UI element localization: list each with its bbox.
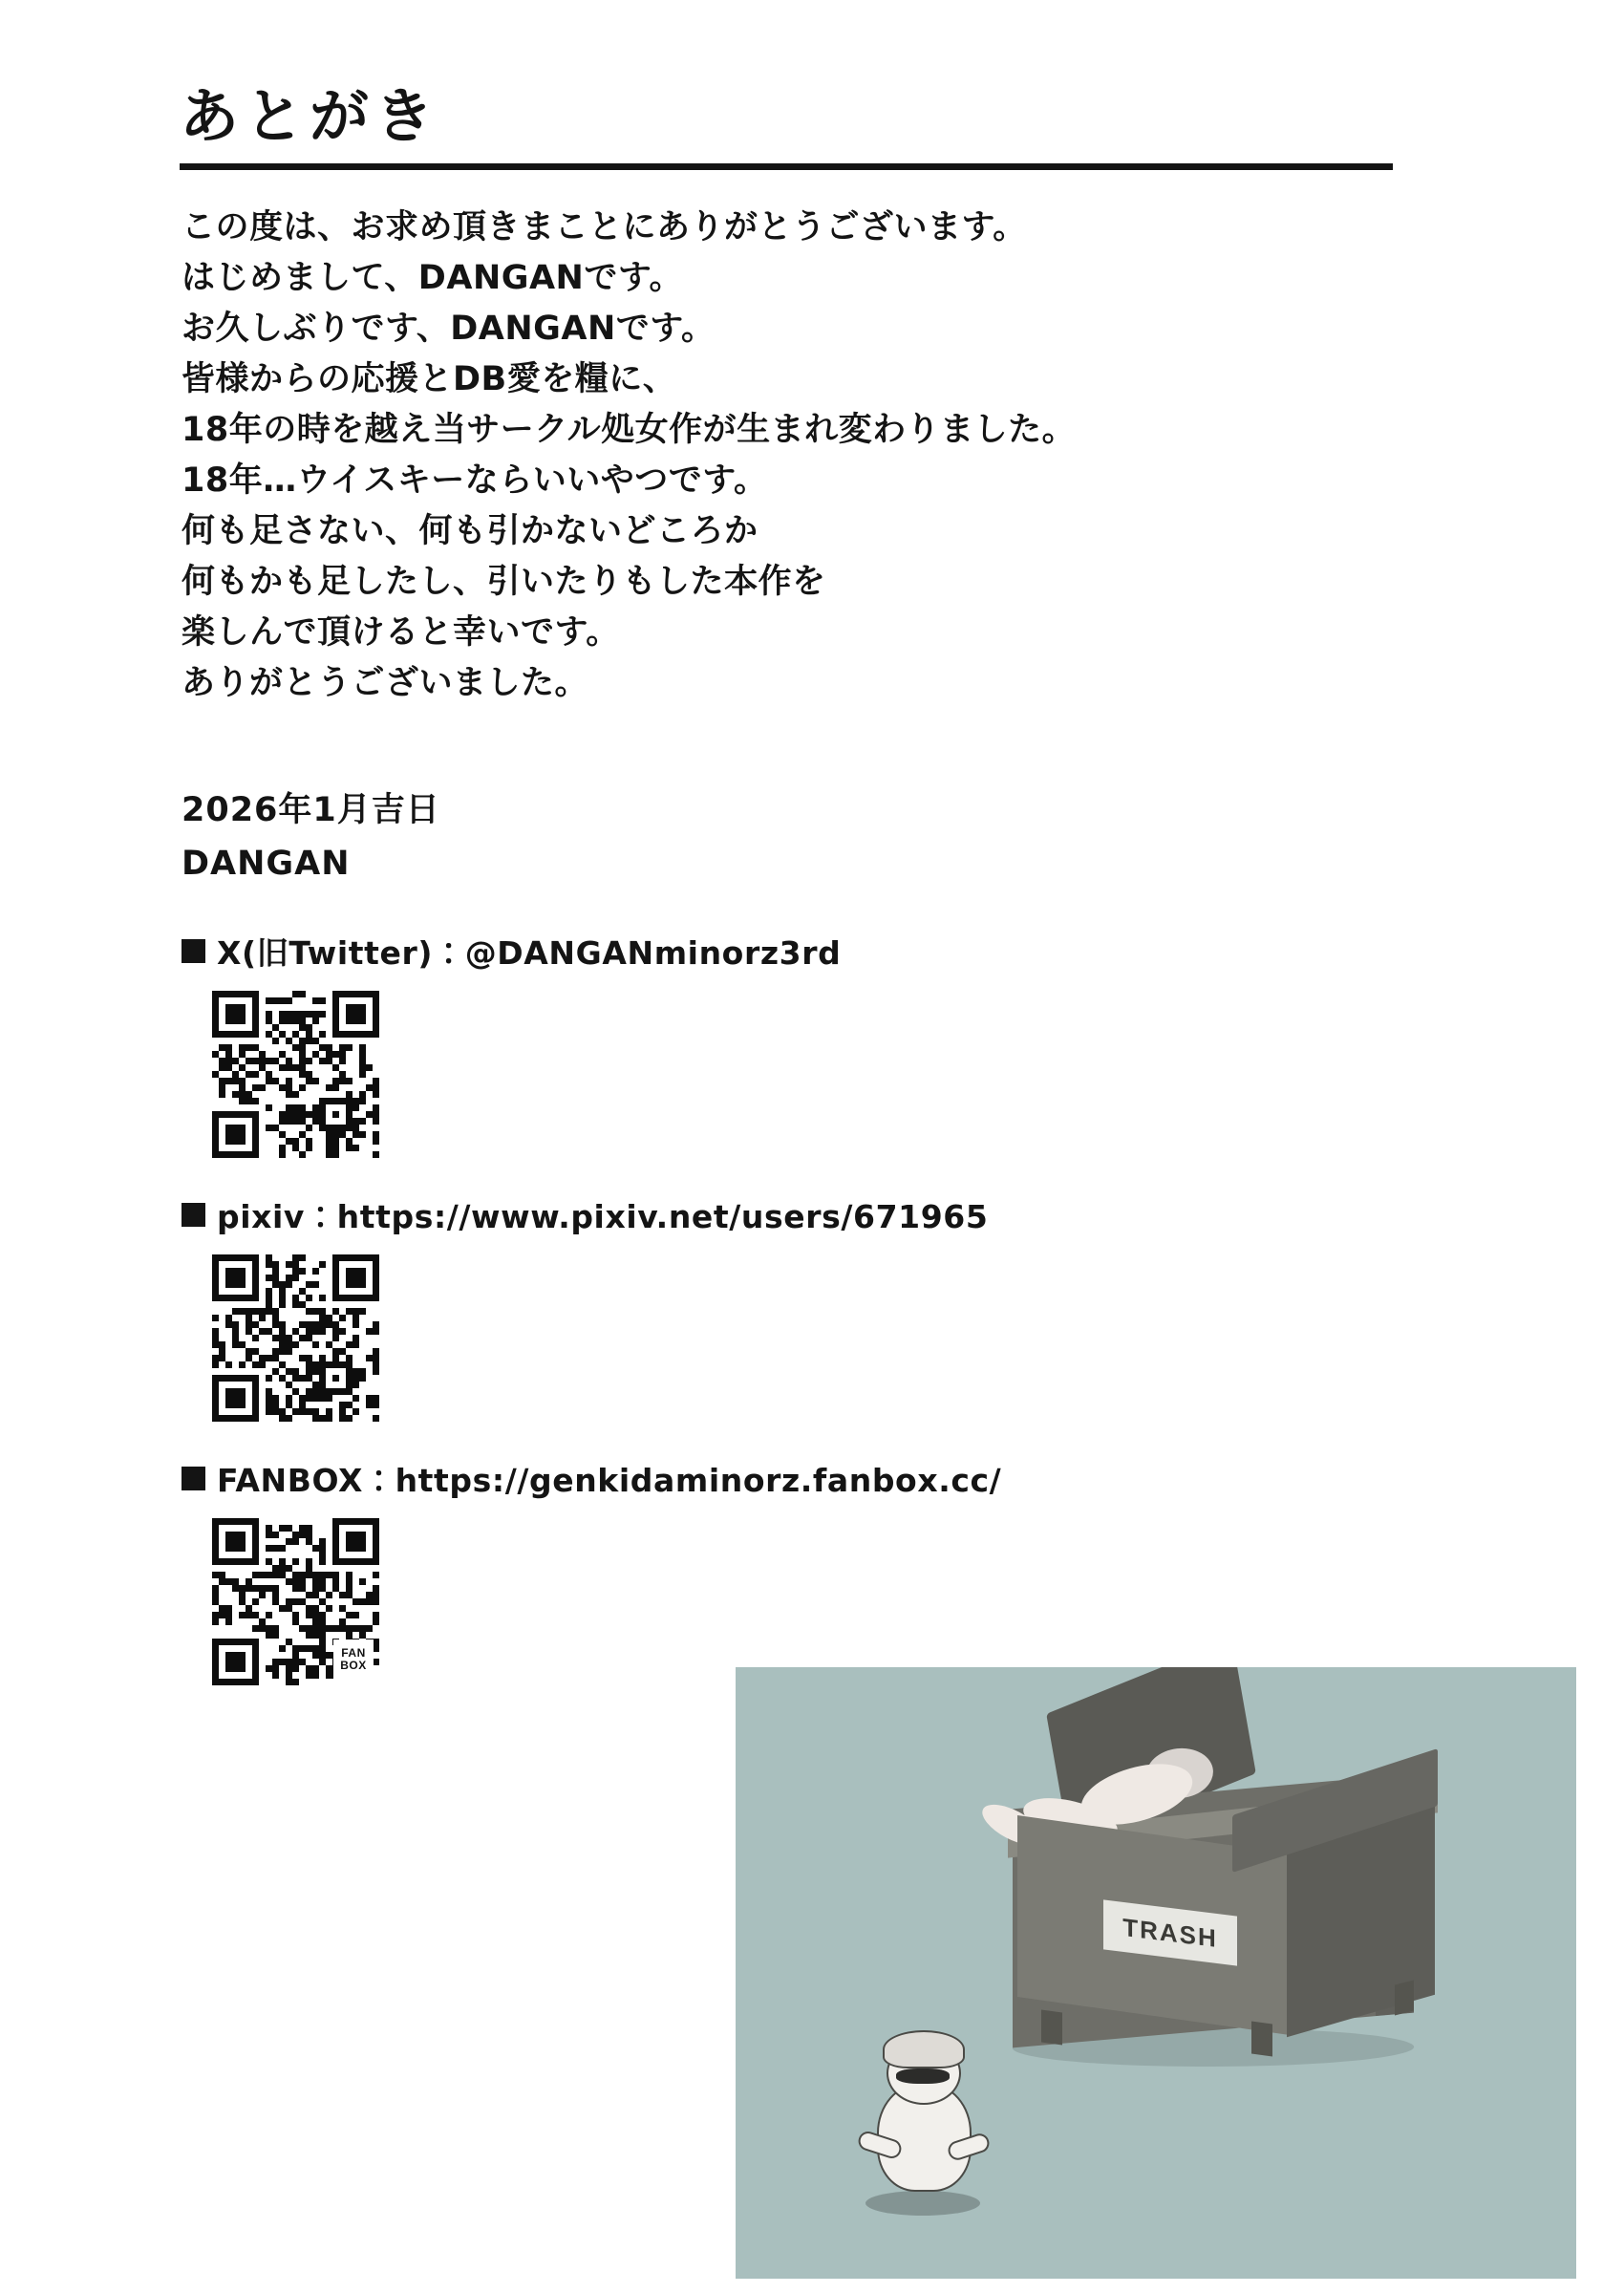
afterword-header [180, 82, 1393, 170]
body-line: 楽しんで頂けると幸いです。 [182, 613, 620, 652]
link-label-x-twitter: X(旧Twitter)：@DANGANminorz3rd [217, 934, 842, 972]
body-line: 18年の時を越え当サークル処女作が生まれ変わりました。 [182, 411, 1077, 449]
link-label-fanbox: FANBOX：https://genkidaminorz.fanbox.cc/ [217, 1462, 1002, 1499]
body-line: 皆様からの応援とDB愛を糧に、 [182, 360, 677, 398]
trash-label: TRASH [1103, 1899, 1237, 1965]
afterword-body [182, 203, 1423, 709]
link-row-x-twitter [182, 929, 1423, 974]
page-title: あとがき [180, 81, 440, 151]
fanbox-badge-icon [333, 1639, 374, 1680]
qr-wrap-fanbox [212, 1518, 379, 1685]
links-section [182, 929, 1423, 1699]
qr-x-twitter[interactable] [212, 991, 379, 1158]
character-figure [860, 2030, 984, 2221]
link-row-pixiv [182, 1192, 1423, 1237]
illustration [736, 1667, 1576, 2279]
body-line: 何もかも足したし、引いたりもした本作を [182, 563, 826, 601]
link-row-fanbox [182, 1456, 1423, 1501]
dumpster-leg [1251, 2021, 1272, 2056]
dumpster-leg [1041, 2009, 1062, 2045]
link-label-pixiv: pixiv：https://www.pixiv.net/users/671965 [217, 1198, 989, 1235]
signature-author: DANGAN [182, 845, 351, 883]
qr-wrap-x-twitter [212, 991, 1423, 1158]
character-eyes [896, 2068, 950, 2084]
character-shadow [865, 2191, 980, 2216]
fanbox-badge-line2: BOX [340, 1659, 367, 1672]
square-bullet-icon [182, 1467, 205, 1490]
title-divider [180, 163, 1393, 170]
body-line: 何も足さない、何も引かないどころか [182, 512, 759, 550]
signature-date: 2026年1月吉日 [182, 791, 440, 829]
body-line: ありがとうございました。 [182, 664, 589, 702]
square-bullet-icon [182, 939, 205, 963]
body-line: 18年…ウイスキーならいいやつです。 [182, 461, 768, 500]
square-bullet-icon [182, 1203, 205, 1227]
body-line: お久しぶりです、DANGANです。 [182, 310, 716, 348]
character-hair [883, 2030, 965, 2068]
qr-wrap-pixiv [212, 1254, 1423, 1422]
body-line: はじめまして、DANGANです。 [182, 259, 684, 297]
body-line: この度は、お求め頂きまことにありがとうございます。 [182, 208, 1027, 246]
fanbox-badge-line1: FAN [341, 1646, 366, 1660]
dumpster-leg [1395, 1981, 1414, 2016]
signature-block [182, 783, 1041, 890]
qr-pixiv[interactable] [212, 1254, 379, 1422]
